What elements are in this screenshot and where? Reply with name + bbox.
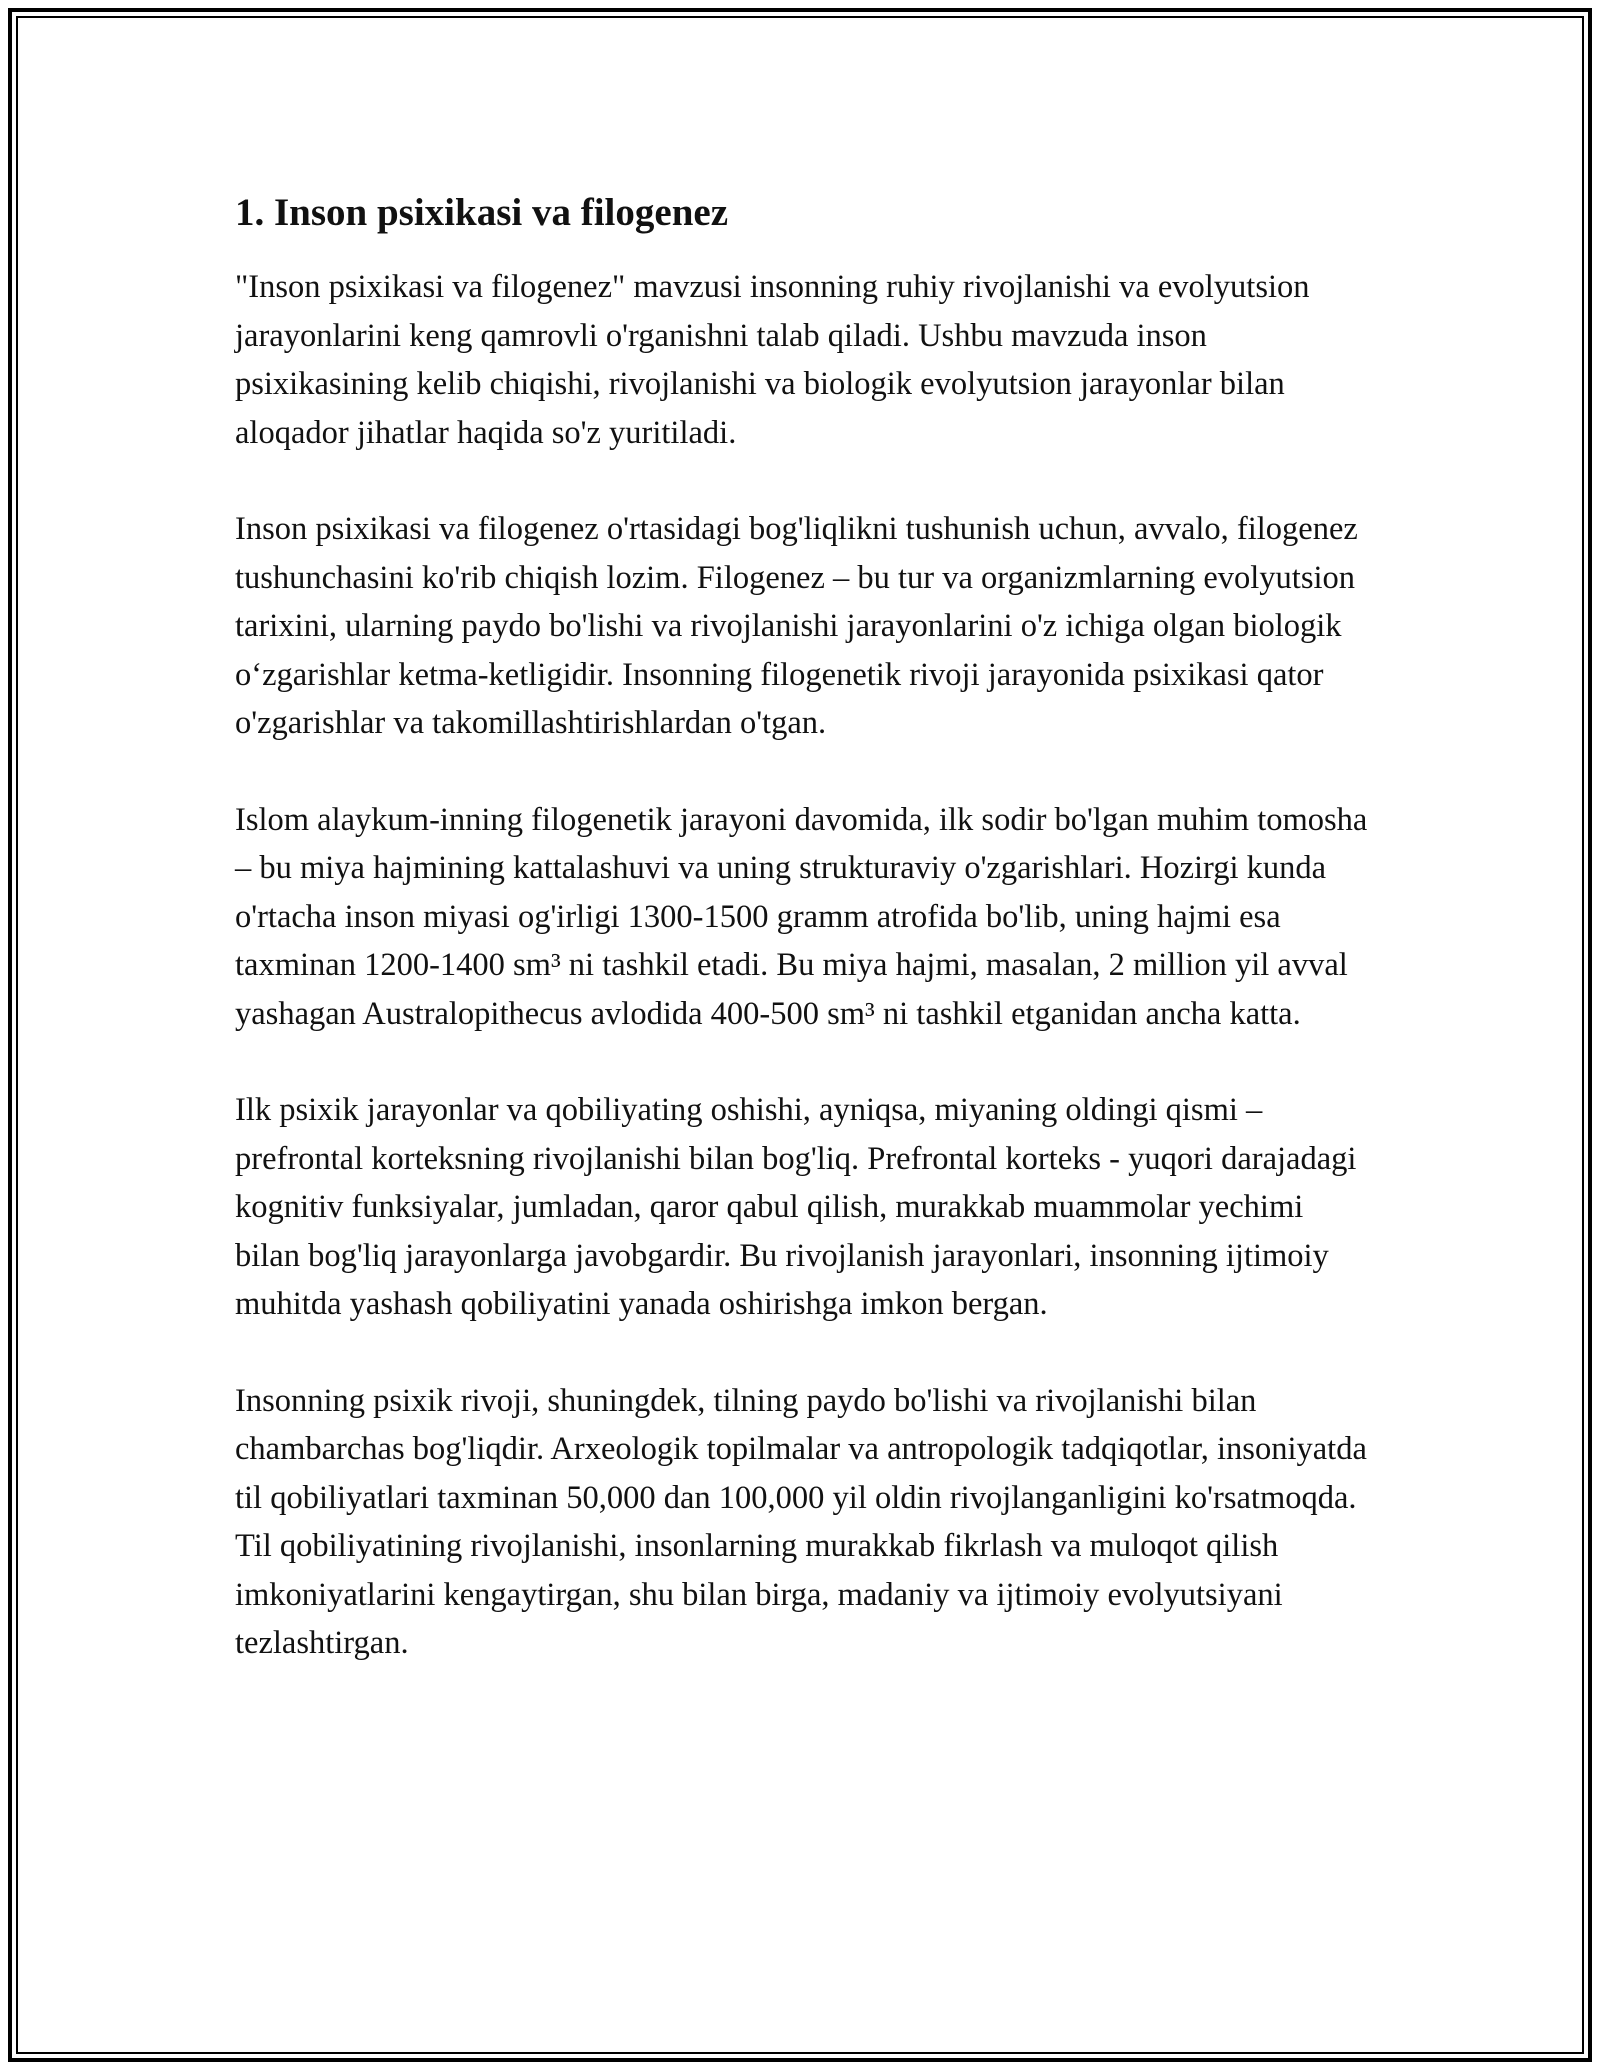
- document-body: [235, 185, 1375, 1716]
- paragraph-prefrontal-cortex: Ilk psixik jarayonlar va qobiliyating oshishi, ayniqsa, miyaning oldingi qismi – prefrontal korteksning rivojlanishi bilan bog'liq. Prefrontal korteks - yuqori darajadagi kognitiv funksiyalar, jumladan, qaror qabul qilish, murakkab muammolar yechimi bilan bog'liq jarayonlarga javobgardir. Bu rivojlanish jarayonlari, insonning ijtimoiy muhitda yashash qobiliyatini yanada oshirishga imkon bergan.: [235, 1092, 1357, 1322]
- paragraph-brain-volume: Islom alaykum-inning filogenetik jarayoni davomida, ilk sodir bo'lgan muhim tomosha – bu miya hajmining kattalashuvi va uning strukturaviy o'zgarishlari. Hozirgi kunda o'rtacha inson miyasi og'irligi 1300-1500 gramm atrofida bo'lib, uning hajmi esa taxminan 1200-1400 sm³ ni tashkil etadi. Bu miya hajmi, masalan, 2 million yil avval yashagan Australopithecus avlodida 400-500 sm³ ni tashkil etganidan ancha katta.: [235, 801, 1368, 1032]
- paragraph-filogenez-definition: Inson psixikasi va filogenez o'rtasidagi bog'liqlikni tushunish uchun, avvalo, filogenez tushunchasini ko'rib chiqish lozim. Filogenez – bu tur va organizmlarning evolyutsion tarixini, ularning paydo bo'lishi va rivojlanishi jarayonlarini o'z ichiga olgan biologik o‘zgarishlar ketma-ketligidir. Insonning filogenetik rivoji jarayonida psixikasi qator o'zgarishlar va takomillashtirishlardan o'tgan.: [235, 511, 1358, 741]
- section-heading: 1. Inson psixikasi va filogenez: [235, 191, 729, 234]
- paragraph-language-development: Insonning psixik rivoji, shuningdek, tilning paydo bo'lishi va rivojlanishi bilan chambarchas bog'liqdir. Arxeologik topilmalar va antropologik tadqiqotlar, insoniyatda til qobiliyatlari taxminan 50,000 dan 100,000 yil oldin rivojlanganligini ko'rsatmoqda. Til qobiliyatining rivojlanishi, insonlarning murakkab fikrlash va muloqot qilish imkoniyatlarini kengaytirgan, shu bilan birga, madaniy va ijtimoiy evolyutsiyani tezlashtirgan.: [235, 1382, 1367, 1661]
- paragraph-intro: "Inson psixikasi va filogenez" mavzusi insonning ruhiy rivojlanishi va evolyutsion jarayonlarini keng qamrovli o'rganishni talab qiladi. Ushbu mavzuda inson psixikasining kelib chiqishi, rivojlanishi va biologik evolyutsion jarayonlar bilan aloqador jihatlar haqida so'z yuritiladi.: [235, 269, 1310, 451]
